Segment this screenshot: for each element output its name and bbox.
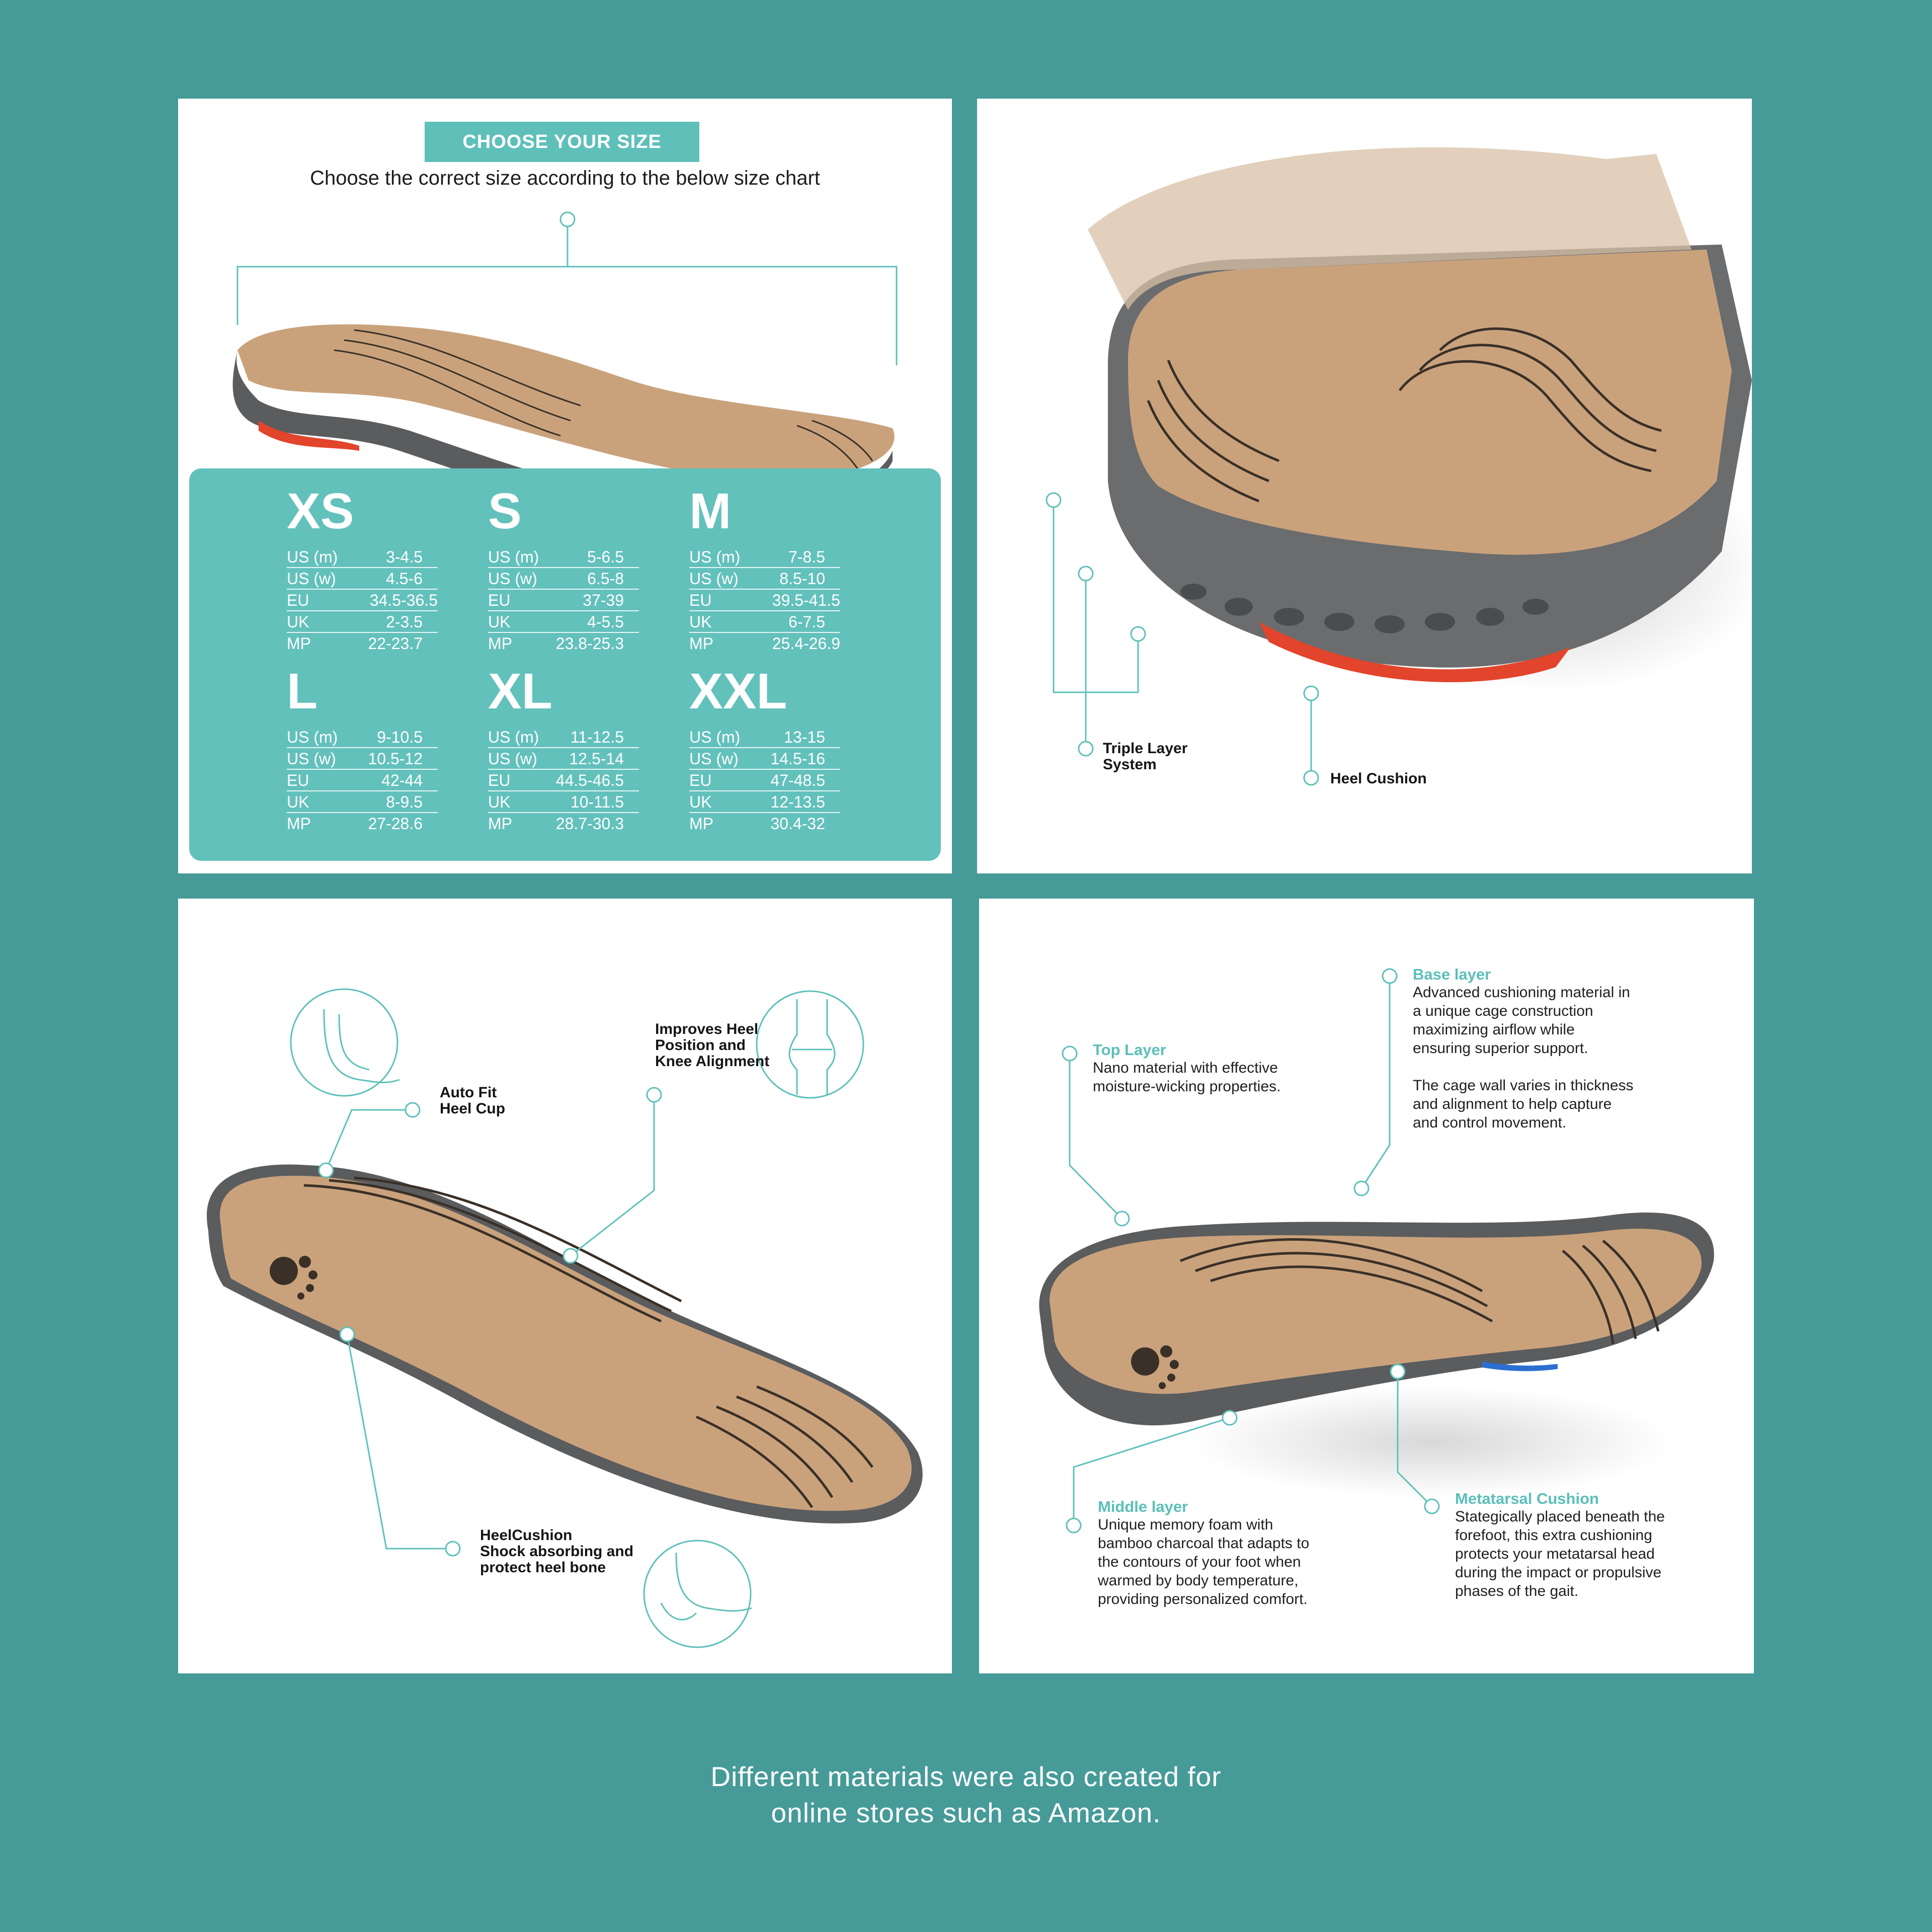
row-label: EU <box>287 771 309 789</box>
row-value: 22-23.7 <box>368 634 423 653</box>
size-m <box>689 483 840 655</box>
size-xl <box>488 663 639 835</box>
heel-cushion-feature-label: HeelCushion Shock absorbing and protect heel bone <box>480 1527 634 1576</box>
row-value: 30.4-32 <box>770 815 825 833</box>
row-label: EU <box>488 771 511 789</box>
row-label: MP <box>488 815 512 833</box>
size-name: S <box>488 483 522 539</box>
row-value: 3-4.5 <box>386 548 423 566</box>
insole-leather-top <box>220 1176 912 1511</box>
row-value: 47-48.5 <box>770 771 825 789</box>
row-label: UK <box>287 793 309 811</box>
row-label: UK <box>287 613 309 631</box>
heel-cup-icon <box>291 989 397 1096</box>
row-label: UK <box>488 613 511 631</box>
row-label: UK <box>689 613 712 631</box>
row-value: 10.5-12 <box>368 750 423 768</box>
row-label: MP <box>488 634 512 653</box>
size-name: M <box>689 483 732 539</box>
row-value: 4-5.5 <box>587 613 624 631</box>
size-xs <box>287 483 438 655</box>
row-label: EU <box>689 591 712 609</box>
middle-layer-text: Unique memory foam with bamboo charcoal that adapts to the contours of your foot when warmed by body temperature, providing personalized comfort. <box>1098 1516 1310 1607</box>
row-value: 6.5-8 <box>587 570 624 588</box>
row-value: 8.5-10 <box>779 570 825 588</box>
row-label: US (w) <box>488 570 537 588</box>
top-layer-text: Nano material with effective moisture-wicking properties. <box>1093 1060 1281 1095</box>
row-label: US (m) <box>287 728 338 746</box>
middle-layer-callout <box>1098 1498 1380 1608</box>
row-value: 37-39 <box>583 591 624 609</box>
row-label: US (m) <box>689 728 741 746</box>
row-value: 13-15 <box>784 728 825 746</box>
row-value: 25.4-26.9 <box>772 634 840 653</box>
row-value: 10-11.5 <box>570 793 624 811</box>
row-label: US (w) <box>689 570 739 588</box>
size-name: L <box>287 663 318 719</box>
row-value: 6-7.5 <box>788 613 825 631</box>
footer-caption: Different materials were also created for online stores such as Amazon. <box>710 1761 1222 1828</box>
size-name: XXL <box>689 663 787 719</box>
row-label: US (w) <box>689 750 739 768</box>
insole-top <box>237 325 895 471</box>
size-chart-panel <box>178 99 952 873</box>
row-label: US (m) <box>287 548 338 566</box>
heel-bone-icon <box>644 1541 751 1647</box>
choose-size-badge: CHOOSE YOUR SIZE <box>425 122 699 162</box>
size-s <box>488 483 639 655</box>
layers-panel <box>979 899 1754 1673</box>
row-label: EU <box>689 771 712 789</box>
row-value: 23.8-25.3 <box>555 634 624 653</box>
size-l <box>287 663 438 835</box>
heel-leather <box>1128 250 1732 555</box>
row-label: US (w) <box>287 570 336 588</box>
middle-layer-title: Middle layer <box>1098 1498 1188 1515</box>
row-value: 28.7-30.3 <box>555 815 624 833</box>
base-layer-text: Advanced cushioning material in a unique cage construction maximizing airflow while ensuring superior support. The cage wall varies in thickness and alignment to help capture and control movement. <box>1413 984 1634 1131</box>
row-value: 5-6.5 <box>587 548 624 566</box>
size-chart-subtitle: Choose the correct size according to the below size chart <box>310 167 820 189</box>
side-insole-illustration <box>178 99 952 471</box>
top-layer-title: Top Layer <box>1093 1041 1166 1059</box>
improves-heel-label: Improves Heel Position and Knee Alignment <box>655 1021 770 1070</box>
heel-closeup-illustration <box>977 99 1752 873</box>
measure-marker <box>560 212 575 226</box>
row-label: UK <box>689 793 712 811</box>
knee-icon <box>757 991 863 1098</box>
metatarsal-title: Metatarsal Cushion <box>1455 1490 1599 1507</box>
triple-layer-label: Triple Layer System <box>1103 740 1188 773</box>
metatarsal-text: Stategically placed beneath the forefoot, this extra cushioning protects your metatarsal head during the impact or propulsive phases of the gait. <box>1455 1508 1665 1599</box>
row-label: UK <box>488 793 511 811</box>
row-value: 12.5-14 <box>569 750 624 768</box>
row-value: 14.5-16 <box>770 750 825 768</box>
row-label: US (m) <box>689 548 741 566</box>
size-xxl <box>689 663 840 835</box>
row-label: US (m) <box>488 548 539 566</box>
row-label: US (w) <box>488 750 537 768</box>
row-value: 44.5-46.5 <box>555 771 624 789</box>
size-name: XS <box>287 483 354 539</box>
row-label: US (w) <box>287 750 336 768</box>
row-value: 42-44 <box>381 771 423 789</box>
row-value: 2-3.5 <box>386 613 423 631</box>
row-value: 27-28.6 <box>368 815 423 833</box>
row-label: US (m) <box>488 728 539 746</box>
metatarsal-callout <box>1455 1490 1737 1600</box>
top-layer-callout <box>1093 1041 1344 1096</box>
row-label: MP <box>287 815 311 833</box>
row-value: 39.5-41.5 <box>772 591 840 609</box>
base-layer-callout <box>1413 966 1715 1132</box>
row-label: MP <box>689 634 713 653</box>
row-value: 7-8.5 <box>788 548 825 566</box>
size-name: XL <box>488 663 552 719</box>
row-label: MP <box>689 815 713 833</box>
row-value: 4.5-6 <box>386 570 423 588</box>
row-value: 34.5-36.5 <box>369 591 438 609</box>
row-value: 11-12.5 <box>570 728 624 746</box>
base-layer-title: Base layer <box>1413 965 1491 983</box>
row-label: EU <box>287 591 309 609</box>
row-label: MP <box>287 634 311 653</box>
row-value: 12-13.5 <box>770 793 825 811</box>
heel-cushion-label: Heel Cushion <box>1330 770 1427 787</box>
row-value: 8-9.5 <box>386 793 423 811</box>
row-label: EU <box>488 591 511 609</box>
features-panel <box>178 899 952 1673</box>
auto-fit-label: Auto Fit Heel Cup <box>440 1084 506 1117</box>
row-value: 9-10.5 <box>377 728 423 746</box>
heel-closeup-panel <box>977 99 1752 873</box>
